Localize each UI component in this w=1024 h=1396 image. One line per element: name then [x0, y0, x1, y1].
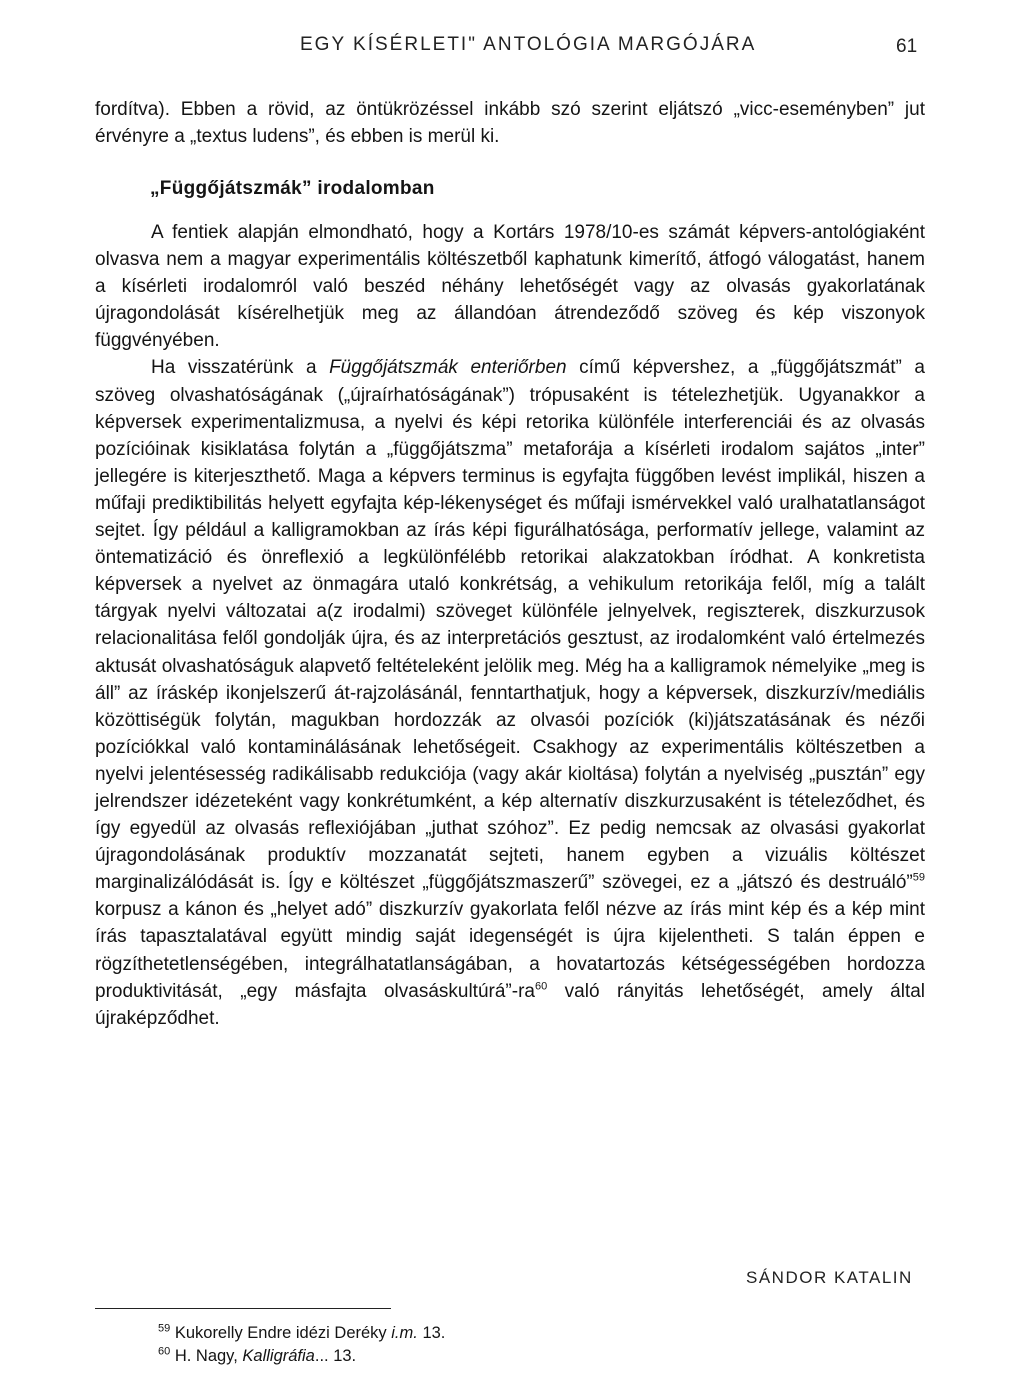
- opening-paragraph-text: fordítva). Ebben a rövid, az öntükrözéssel inkább szó szerint eljátszó „vicc-eseményben” jut érvényre a „textus ludens”, és ebben is merül ki.: [95, 99, 925, 148]
- paragraph-2-start: Ha visszatérünk a: [151, 357, 330, 379]
- footnote-text: Kukorelly Endre idézi Deréky: [170, 1324, 392, 1342]
- footnote-text-end: 13.: [417, 1324, 446, 1342]
- footnotes: [158, 1322, 445, 1367]
- body-paragraph-2: [95, 354, 925, 1031]
- paragraph-2-end: való rányitás lehetőségét, amely által újraképződhet.: [95, 980, 926, 1029]
- artwork-title: Függőjátszmák enteriőrben: [329, 357, 567, 379]
- opening-paragraph: [95, 96, 925, 150]
- footnote-italic: i.m.: [391, 1324, 418, 1342]
- running-title: EGY KÍSÉRLETI" ANTOLÓGIA MARGÓJÁRA: [300, 34, 757, 55]
- page-number: 61: [896, 36, 918, 57]
- footnote-ref-60[interactable]: 60: [534, 980, 548, 993]
- footnote-text-end: ... 13.: [314, 1346, 357, 1365]
- footnote-ref-59[interactable]: 59: [912, 871, 925, 884]
- footnote-59: [158, 1322, 445, 1345]
- body-text: [95, 219, 925, 1032]
- author-signature: SÁNDOR KATALIN: [746, 1268, 913, 1287]
- footnote-text: H. Nagy,: [170, 1346, 243, 1365]
- footnote-number: 59: [158, 1322, 171, 1335]
- paragraph-2-continued: című képvershez, a „függőjátszmát” a szöveg olvashatóságának („újraírhatóságának”) trópusaként is tételezhetjük. Ugyanakkor a képversek experimentalizmusa, a nyelvi és képi retorika különféle interferenciái és az olvasás pozícióinak kisiklatása folytán a „függőjátszma” metaforája a kísérleti irodalom sajátos „inter” jellegére is kiterjeszthető. Maga a képvers terminus is egyfajta függőben levést implikál, hiszen a műfaji prediktibilitás helyett egyfajta kép-lékenységet és műfaji ismérvekkel való uralhatatlanságot sejtet. Így például a kalligramokban az írás képi figurálhatósága, performatív jellege, valamint az öntematizáció és önreflexió a legkülönfélébb retorikai alakzatokban íródhat. A konkretista képversek a nyelvet az önmagára utaló konkrétság, a vehikulum retorikája felől, míg a talált tárgyak nyelvi változatai a(z irodalmi) szöveget különféle jelnyelvek, regiszterek, diszkurzusok relacionalitása felől gondolják újra, és az interpretációs gesztust, az irodalomként való értelmezés aktusát olvashatóságuk alapvető feltételeként jelölik meg. Még ha a kalligramok némelyike „meg is áll” az íráskép ikonjelszerű át-rajzolásánál, fenntarthatjuk, hogy a képversek, diszkurzív/mediális közöttiségük folytán, magukban hordozzák az olvasói pozíciók (ki)játszatásának és nézői pozíciókkal való kontaminálásának lehetőségeit. Csakhogy az experimentális költészetben a nyelvi jelentésesség radikálisabb redukciója (vagy akár kioltása) folytán a nyelviség „pusztán” egy jelrendszer idézeteként vagy konkrétumként, a kép alternatív diszkurzusaként is tételeződhet, és így egyedül az olvasás reflexiójában „juthat szóhoz”. Ez pedig nemcsak az olvasási gyakorlat újragondolásának produktív mozzanatát sejteti, hanem egyben a vizuális költészet marginalizálódását is. Így e költészet „függőjátszmaszerű” szövegei, ez a „játszó és destruáló”: [95, 357, 925, 894]
- paragraph-2-middle: korpusz a kánon és „helyet adó” diszkurzív gyakorlata felől nézve az írás mint kép és a kép mint írás tapasztalatával együtt mindig saját idegenségét is újra kijelentheti. S talán éppen e rögzíthetetlenségében, integrálhatatlanságában, a hovatartozás kétségességében hordozza produktivitását, „egy másfajta olvasáskultúrá”-ra: [95, 899, 925, 1002]
- body-paragraph-1: A fentiek alapján elmondható, hogy a Kortárs 1978/10-es számát képvers-antológiaként olvasva nem a magyar experimentális költészetből kaphatunk kimerítő, átfogó válogatást, hanem a kísérleti irodalomról való beszéd néhány lehetőségét vagy az olvasás gyakorlatának újragondolását kísérelhetjük meg az állandóan átrendeződő szöveg és kép viszonyok függvényében.: [95, 222, 925, 352]
- footnote-number: 60: [158, 1345, 171, 1357]
- section-title: „Függőjátszmák” irodalomban: [150, 178, 435, 199]
- footnote-italic: Kalligráfia: [242, 1346, 315, 1365]
- footnote-divider: [95, 1308, 391, 1309]
- footnote-60: [158, 1345, 445, 1368]
